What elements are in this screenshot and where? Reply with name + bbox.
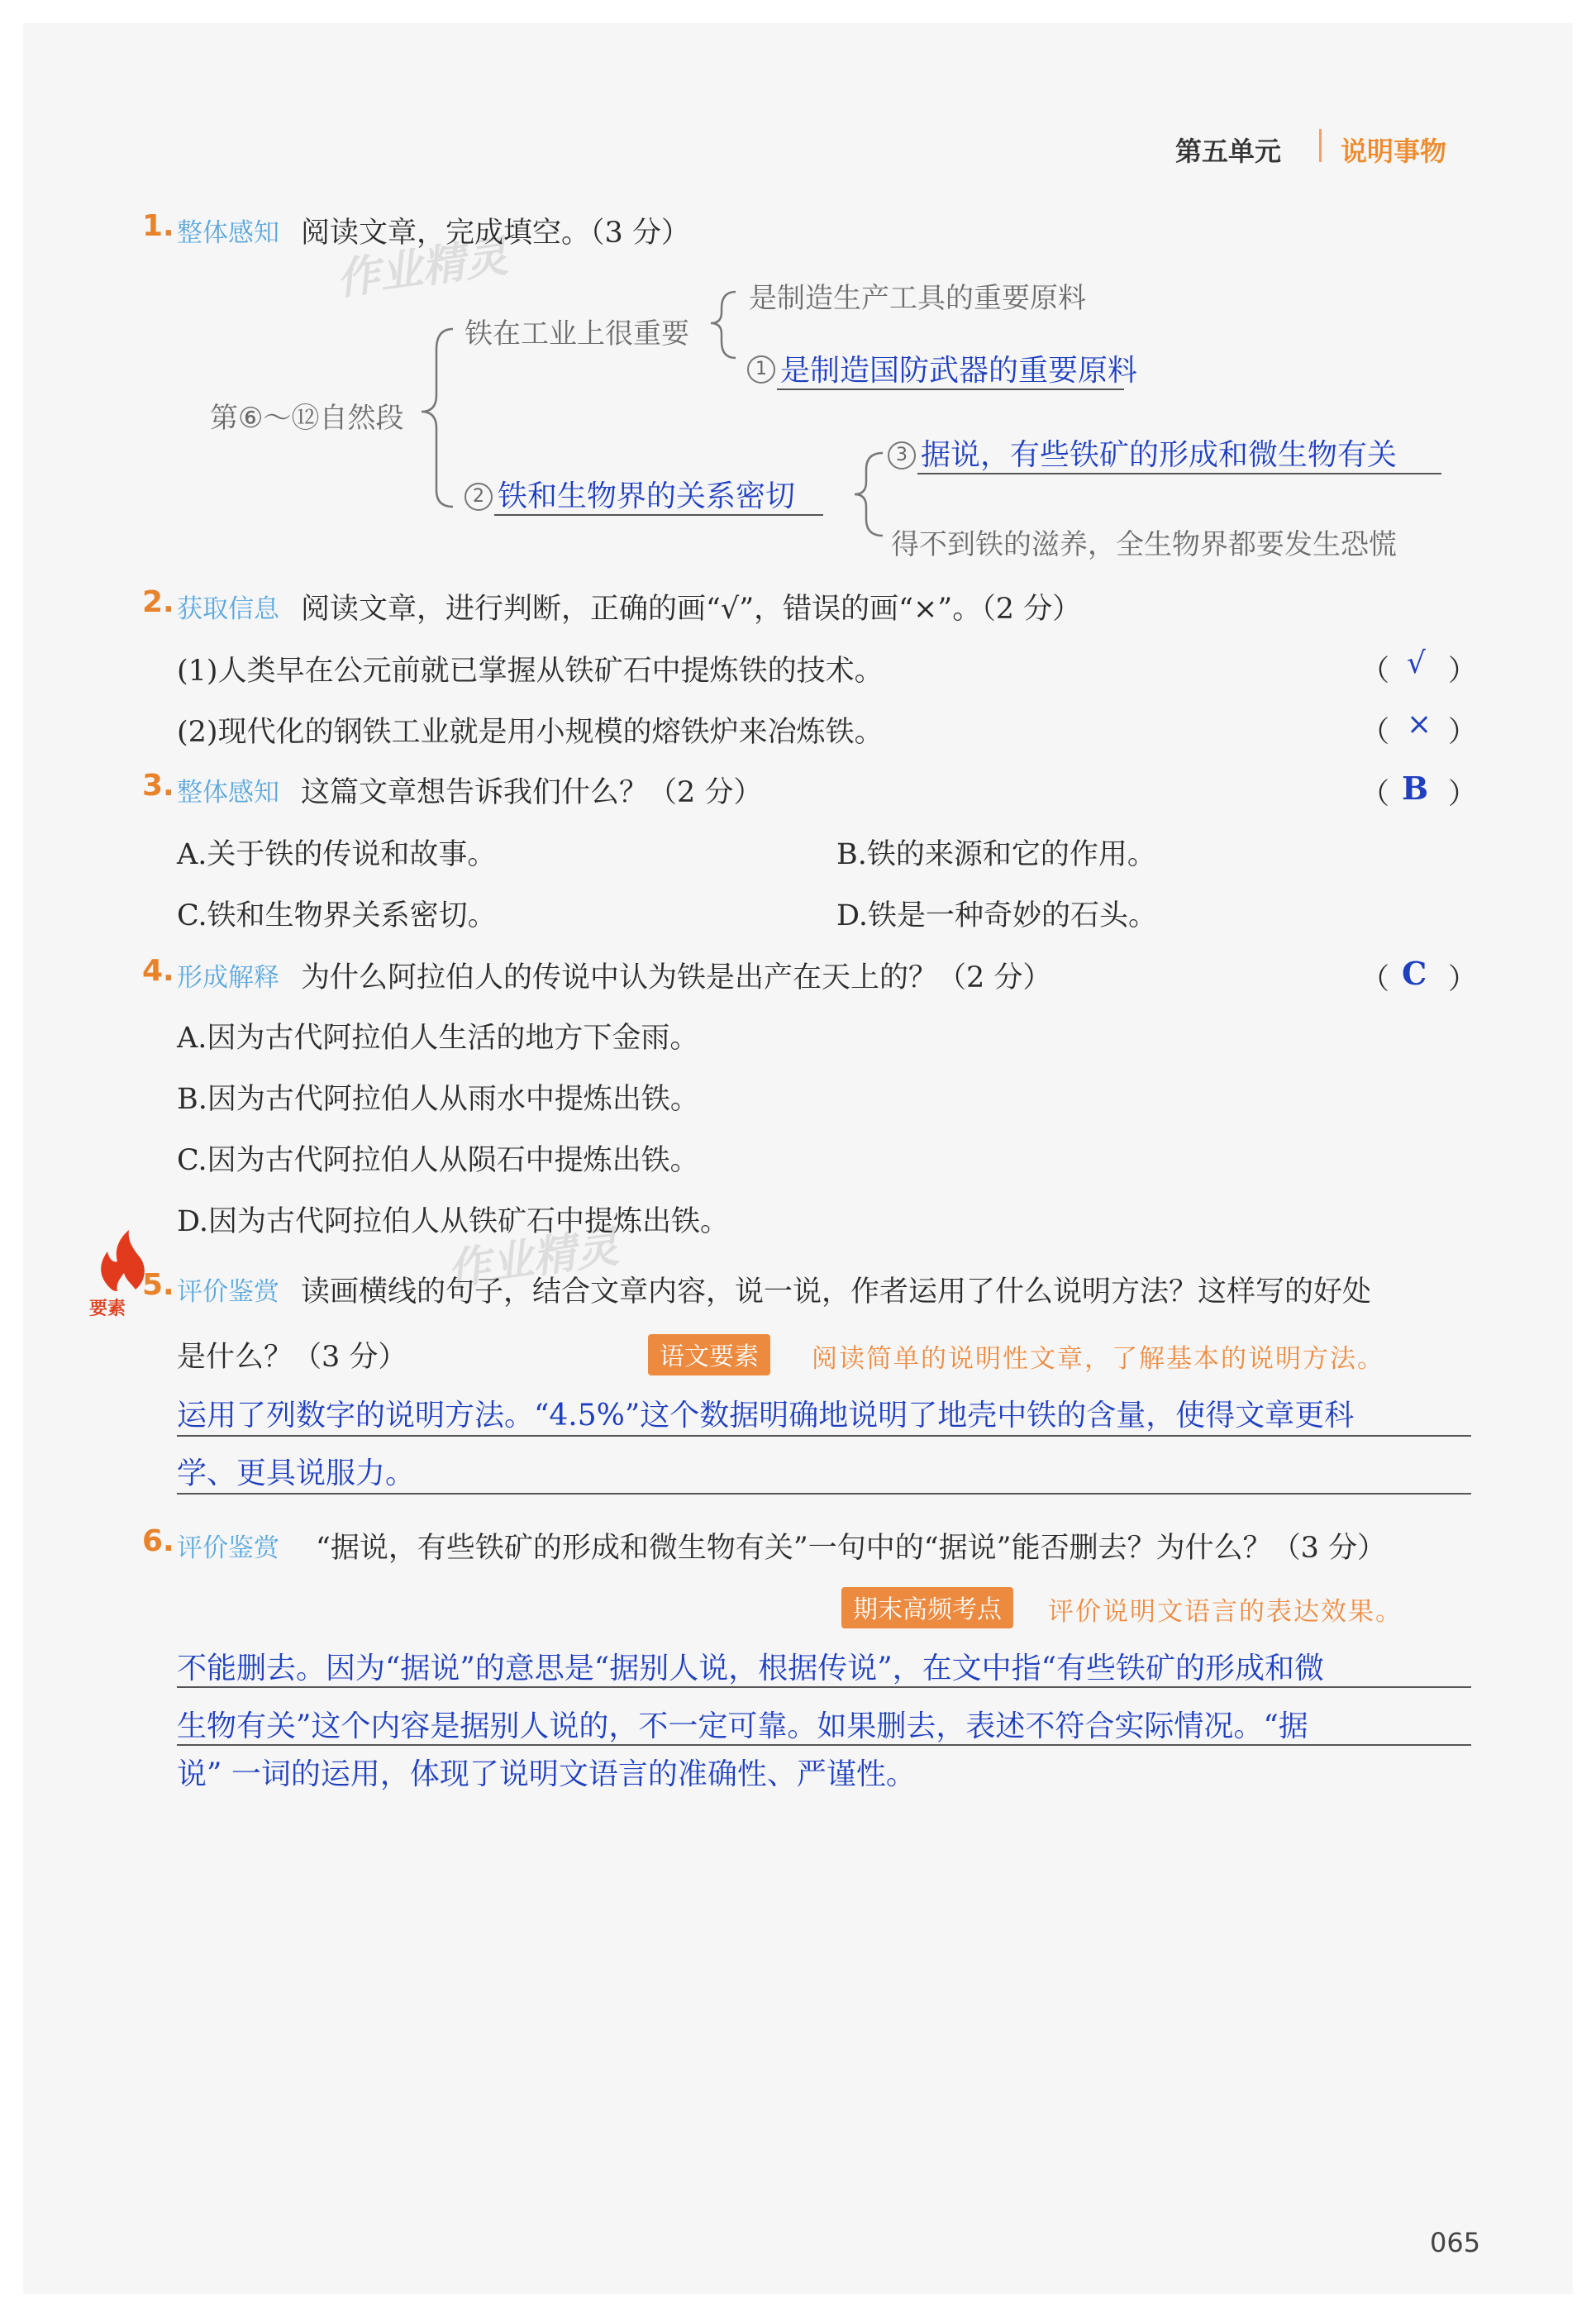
q5-number: 5. (142, 1268, 174, 1302)
q3-paren-close: ） (1448, 778, 1478, 811)
q1-prompt: 阅读文章，完成填空。（3 分） (301, 217, 690, 250)
q5-badge: 要素 (89, 1299, 126, 1319)
q6-tag-note: 评价说明文语言的表达效果。 (1048, 1597, 1403, 1627)
q5-answer-line2: 学、更具说服力。 (177, 1456, 416, 1490)
q6-prompt: “据说，有些铁矿的形成和微生物有关”一句中的“据说”能否删去？为什么？（3 分） (316, 1532, 1386, 1565)
q3-prompt: 这篇文章想告诉我们什么？（2 分） (301, 776, 763, 809)
q1-blank1-marker: 1 (747, 355, 775, 384)
q1-category: 整体感知 (177, 218, 279, 248)
q1-blank3-marker: 3 (888, 441, 916, 470)
q2-prompt: 阅读文章，进行判断，正确的画“√”，错误的画“×”。（2 分） (301, 593, 1082, 626)
q6-number: 6. (142, 1524, 174, 1558)
q4-category: 形成解释 (177, 963, 279, 993)
q1-bottom-given: 得不到铁的滋养，全生物界都要发生恐慌 (891, 528, 1397, 561)
q5-answer-rule1 (177, 1435, 1471, 1437)
q4-answer: C (1402, 955, 1427, 992)
q5-answer-line1: 运用了列数字的说明方法。“4.5%”这个数据明确地说明了地壳中铁的含量，使得文章更科 (177, 1399, 1355, 1433)
page (23, 23, 1573, 2294)
q6-tag: 期末高频考点 (841, 1587, 1013, 1628)
q1-blank2-marker: 2 (465, 483, 493, 511)
q6-category: 评价鉴赏 (177, 1533, 279, 1563)
q5-prompt-line2: 是什么？（3 分） (177, 1341, 407, 1374)
q6-answer-line2: 生物有关”这个内容是据别人说的，不一定可靠。如果删去，表述不符合实际情况。“据 (177, 1709, 1308, 1743)
q4-option-a: A.因为古代阿拉伯人生活的地方下金雨。 (177, 1022, 699, 1055)
q4-paren-close: ） (1448, 963, 1478, 996)
q2-item-2-paren-open: （ (1360, 716, 1390, 749)
watermark: 作业精灵 (444, 1222, 622, 1296)
q5-answer-rule2 (177, 1493, 1471, 1495)
q3-option-c: C.铁和生物界关系密切。 (177, 899, 497, 932)
q3-answer: B (1402, 770, 1429, 807)
unit-title: 第五单元 (1175, 136, 1282, 167)
q3-category: 整体感知 (177, 778, 279, 808)
q1-top-given: 是制造生产工具的重要原料 (749, 282, 1086, 315)
q3-option-a: A.关于铁的传说和故事。 (177, 838, 497, 871)
q2-item-1-paren-open: （ (1360, 655, 1390, 688)
q5-category: 评价鉴赏 (177, 1277, 279, 1307)
q4-prompt: 为什么阿拉伯人的传说中认为铁是出产在天上的？（2 分） (301, 961, 1052, 994)
q5-tag-note: 阅读简单的说明性文章，了解基本的说明方法。 (812, 1344, 1384, 1374)
q6-answer-line1: 不能删去。因为“据说”的意思是“据别人说，根据传说”，在文中指“有些铁矿的形成和微 (177, 1652, 1325, 1685)
q5-tag: 语文要素 (648, 1334, 770, 1375)
q1-blank3-answer: 据说，有些铁矿的形成和微生物有关 (921, 438, 1398, 472)
q6-answer-line3: 说” 一词的运用，体现了说明文语言的准确性、严谨性。 (177, 1757, 916, 1791)
q2-item-2-answer: × (1407, 708, 1432, 741)
q1-blank2-answer: 铁和生物界的关系密切 (498, 479, 796, 513)
q2-item-1-paren-close: ） (1448, 655, 1478, 688)
q4-option-c: C.因为古代阿拉伯人从陨石中提炼出铁。 (177, 1144, 699, 1177)
q1-number: 1. (142, 209, 174, 243)
q2-item-1: (1)人类早在公元前就已掌握从铁矿石中提炼铁的技术。 (177, 655, 884, 688)
q2-category: 获取信息 (177, 594, 279, 624)
q1-blank1-answer: 是制造国防武器的重要原料 (780, 354, 1138, 388)
q4-option-d: D.因为古代阿拉伯人从铁矿石中提炼出铁。 (177, 1205, 729, 1238)
q4-paren-open: （ (1360, 963, 1390, 996)
q1-branch-top: 铁在工业上很重要 (465, 317, 689, 350)
q2-item-2-paren-close: ） (1448, 716, 1478, 749)
q1-root-label: 第⑥～⑫自然段 (210, 402, 404, 435)
q2-item-2: (2)现代化的钢铁工业就是用小规模的熔铁炉来冶炼铁。 (177, 716, 884, 749)
q4-number: 4. (142, 954, 174, 988)
q3-number: 3. (142, 769, 174, 803)
q2-number: 2. (142, 585, 174, 619)
fire-icon (23, 23, 1573, 2294)
q6-answer-rule2 (177, 1744, 1471, 1746)
page-number: 065 (1430, 2227, 1481, 2258)
q3-option-d: D.铁是一种奇妙的石头。 (836, 899, 1157, 932)
q6-answer-rule1 (177, 1686, 1471, 1688)
q4-option-b: B.因为古代阿拉伯人从雨水中提炼出铁。 (177, 1083, 699, 1116)
q2-item-1-answer: √ (1407, 646, 1426, 680)
watermark: 作业精灵 (333, 231, 511, 306)
q5-prompt-line1: 读画横线的句子，结合文章内容，说一说，作者运用了什么说明方法？这样写的好处 (301, 1275, 1372, 1309)
unit-topic: 说明事物 (1341, 136, 1447, 167)
q3-option-b: B.铁的来源和它的作用。 (836, 838, 1156, 871)
q3-paren-open: （ (1360, 778, 1390, 811)
